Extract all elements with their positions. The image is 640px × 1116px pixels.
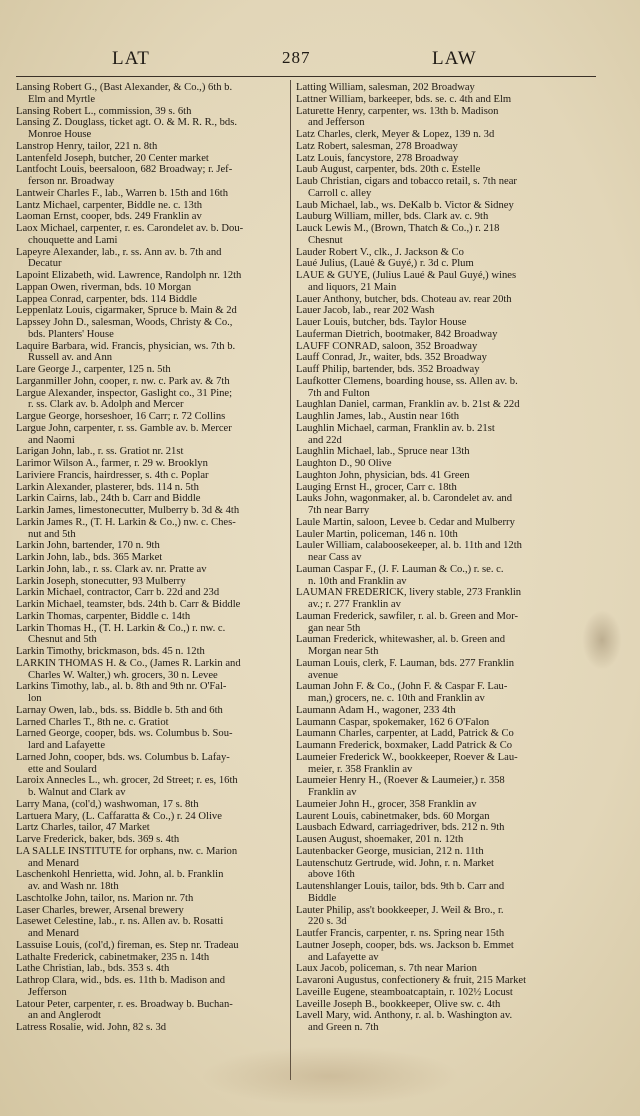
directory-entry: Larigan John, lab., r. ss. Gratiot nr. 21st — [16, 446, 184, 458]
directory-entry-continuation: Biddle — [308, 892, 337, 904]
directory-entry-continuation: gan near 5th — [308, 622, 361, 634]
header-left-word: LAT — [112, 48, 150, 69]
directory-entry: Larkin John, bartender, 170 n. 9th — [16, 540, 160, 552]
directory-entry: Laub Michael, lab., ws. DeKalb b. Victor & Sidney — [296, 199, 514, 211]
directory-entry-continuation: Decatur — [28, 258, 62, 270]
directory-entry: Laoman Ernst, cooper, bds. 249 Franklin av — [16, 211, 202, 223]
directory-entry: LAUE & GUYE, (Julius Laué & Paul Guyé,) wines — [296, 270, 517, 281]
directory-entry-continuation: an and Anglerodt — [28, 1010, 101, 1022]
directory-entry: Laturette Henry, carpenter, ws. 13th b. Madison — [296, 105, 499, 117]
directory-entry: Laveille Eugene, steamboatcaptain, r. 102½ Locust — [296, 986, 513, 998]
directory-entry: Laub August, carpenter, bds. 20th c. Estelle — [296, 164, 481, 176]
directory-entry-continuation: 7th and Fulton — [308, 387, 370, 399]
directory-entry: Larned John, cooper, bds. ws. Columbus b. Lafay- — [16, 751, 230, 763]
directory-entry: Larkin Joseph, stonecutter, 93 Mulberry — [16, 575, 186, 587]
directory-entry-continuation: lard and Lafayette — [28, 740, 106, 751]
directory-entry-continuation: and Lafayette av — [308, 951, 379, 963]
directory-entry: Lautenschutz Gertrude, wid. John, r. n. Market — [296, 857, 494, 869]
directory-entry: Laughlin Michael, carman, Franklin av. b. 21st — [296, 422, 495, 434]
directory-entry: Laub Christian, cigars and tobacco retail, s. 7th near — [296, 176, 517, 187]
directory-entry: Lansing Robert G., (Bast Alexander, & Co.,) 6th b. — [16, 82, 233, 93]
directory-entry: Larve Frederick, baker, bds. 369 s. 4th — [16, 834, 180, 845]
directory-entry: Lausbach Edward, carriagedriver, bds. 212 n. 9th — [296, 822, 505, 834]
directory-entry: LAUFF CONRAD, saloon, 352 Broadway — [296, 340, 478, 352]
header-right-word: LAW — [432, 48, 477, 69]
page-number: 287 — [282, 48, 311, 67]
directory-entry: Laumann Frederick, boxmaker, Ladd Patrick & Co — [296, 740, 513, 751]
directory-entry: Larkin Cairns, lab., 24th b. Carr and Biddle — [16, 493, 201, 505]
directory-entry: Larkin Thomas H., (T. H. Larkin & Co.,) r. nw. c. — [16, 622, 226, 634]
header-rule — [16, 76, 596, 77]
directory-entry: Lauman Caspar F., (J. F. Lauman & Co.,) r. se. c. — [296, 563, 504, 575]
directory-entry: Lauging Ernst H., grocer, Carr c. 18th — [296, 481, 457, 493]
directory-entry: Laquire Barbara, wid. Francis, physician, ws. 7th b. — [16, 340, 236, 352]
directory-entry: Lautenshlanger Louis, tailor, bds. 9th b. Carr and — [296, 881, 505, 892]
directory-entry: Laughlan Daniel, carman, Franklin av. b. 21st & 22d — [296, 399, 520, 411]
directory-entry: Lathe Christian, lab., bds. 353 s. 4th — [16, 963, 170, 975]
directory-entry: Laumeier Frederick W., bookkeeper, Roever & Lau- — [296, 751, 518, 763]
directory-entry: Laughton John, physician, bds. 41 Green — [296, 469, 470, 481]
directory-entry-continuation: av. and Wash nr. 18th — [28, 881, 119, 892]
directory-entry: Laurent Louis, cabinetmaker, bds. 60 Morgan — [296, 810, 490, 822]
directory-entry: Larkin John, lab., r. ss. Clark av. nr. Pratte av — [16, 563, 207, 575]
directory-entry: Lauer Anthony, butcher, bds. Choteau av. rear 20th — [296, 293, 512, 305]
directory-entry-continuation: near Cass av — [308, 552, 362, 563]
directory-entry: Lassuise Louis, (col'd,) fireman, es. Step nr. Tradeau — [16, 939, 239, 951]
directory-entry-continuation: and Naomi — [28, 434, 75, 446]
directory-entry: Lantz Michael, carpenter, Biddle ne. c. 13th — [16, 199, 203, 211]
directory-entry: Lavaroni Augustus, confectionery & fruit, 215 Market — [296, 975, 527, 986]
directory-entry: Leppenlatz Louis, cigarmaker, Spruce b. Main & 2d — [16, 305, 237, 317]
directory-entry: Lautner Joseph, cooper, bds. ws. Jackson b. Emmet — [296, 939, 514, 951]
directory-entry: LARKIN THOMAS H. & Co., (James R. Larkin and — [16, 657, 241, 669]
directory-entry: Lapssey John D., salesman, Woods, Christy & Co., — [16, 317, 233, 328]
directory-entry: Lapoint Elizabeth, wid. Lawrence, Randolph nr. 12th — [16, 270, 242, 281]
directory-entry-continuation: bds. Planters' House — [28, 328, 114, 340]
directory-entry: Latress Rosalie, wid. John, 82 s. 3d — [16, 1022, 167, 1033]
directory-entry: Lauman John F. & Co., (John F. & Caspar F. Lau- — [296, 681, 508, 693]
directory-entry-continuation: av.; r. 277 Franklin av — [308, 599, 401, 610]
directory-entry: Laufkotter Clemens, boarding house, ss. Allen av. b. — [296, 375, 518, 387]
directory-entry: Largue George, horseshoer, 16 Carr; r. 72 Collins — [16, 411, 226, 422]
directory-entry-continuation: Elm and Myrtle — [28, 93, 96, 105]
directory-entry: Lantenfeld Joseph, butcher, 20 Center market — [16, 152, 209, 164]
directory-entry-continuation: ette and Soulard — [28, 763, 97, 775]
directory-entry: Laumeier Henry H., (Roever & Laumeier,) r. 358 — [296, 775, 505, 787]
column-divider — [290, 80, 291, 1080]
directory-entry: Latting William, salesman, 202 Broadway — [296, 82, 475, 93]
directory-entry-continuation: Franklin av — [308, 787, 357, 798]
directory-entry: Latz Louis, fancystore, 278 Broadway — [296, 152, 459, 164]
directory-entry: Lansing Z. Douglass, ticket agt. O. & M. R. R., bds. — [16, 117, 237, 129]
directory-entry-continuation: avenue — [308, 669, 338, 681]
directory-entry: Lauburg William, miller, bds. Clark av. c. 9th — [296, 211, 489, 223]
directory-entry-continuation: r. ss. Clark av. b. Adolph and Mercer — [28, 399, 184, 411]
directory-entry: Laox Michael, carpenter, r. es. Carondelet av. b. Dou- — [16, 223, 244, 234]
directory-entry-continuation: lon — [28, 693, 42, 704]
directory-entry: Lauler William, calaboosekeeper, al. b. 11th and 12th — [296, 540, 522, 552]
directory-entry: Larkins Timothy, lab., al. b. 8th and 9th nr. O'Fal- — [16, 681, 227, 693]
directory-entry: Laumann Adam H., wagoner, 233 4th — [296, 704, 456, 716]
directory-entry: Laumeier John H., grocer, 358 Franklin av — [296, 798, 477, 810]
directory-entry: Lautfer Francis, carpenter, r. ns. Spring near 15th — [296, 928, 505, 939]
directory-entry: Larkin Michael, contractor, Carr b. 22d and 23d — [16, 587, 220, 599]
directory-entry-continuation: Charles W. Walter,) wh. grocers, 30 n. Levee — [28, 669, 218, 681]
directory-entry: Lare George J., carpenter, 125 n. 5th — [16, 364, 171, 375]
directory-entry: Largue Alexander, inspector, Gaslight co., 31 Pine; — [16, 387, 233, 399]
left-column — [16, 82, 286, 1034]
directory-entry: Laughlin Michael, lab., Spruce near 13th — [296, 446, 470, 458]
directory-entry: Larned George, cooper, bds. ws. Columbus b. Sou- — [16, 728, 233, 740]
directory-entry: Larimor Wilson A., farmer, r. 29 w. Brooklyn — [16, 458, 208, 469]
directory-entry: Lauder Robert V., clk., J. Jackson & Co — [296, 246, 464, 258]
directory-entry: Lathrop Clara, wid., bds. es. 11th b. Madison and — [16, 975, 226, 986]
directory-entry: Lartuera Mary, (L. Caffaratta & Co.,) r. 24 Olive — [16, 810, 222, 822]
directory-entry: Lauks John, wagonmaker, al. b. Carondelet av. and — [296, 493, 512, 505]
directory-entry: Lauer Louis, butcher, bds. Taylor House — [296, 317, 467, 328]
directory-entry: Laux Jacob, policeman, s. 7th near Marion — [296, 963, 477, 975]
directory-entry: Latour Peter, carpenter, r. es. Broadway b. Buchan- — [16, 998, 233, 1010]
directory-entry: Larganmiller John, cooper, r. nw. c. Park av. & 7th — [16, 375, 230, 387]
directory-entry: Laule Martin, saloon, Levee b. Cedar and Mulberry — [296, 516, 515, 528]
paper-stain — [200, 1046, 460, 1106]
directory-entry-continuation: Monroe House — [28, 129, 92, 140]
directory-entry: Laué Julius, (Lauė & Guyé,) r. 3d c. Plum — [296, 258, 474, 270]
directory-entry-continuation: man,) grocers, ne. c. 10th and Franklin av — [308, 693, 485, 704]
directory-entry: Laumann Caspar, spokemaker, 162 6 O'Falon — [296, 716, 490, 728]
directory-entry: Latz Robert, salesman, 278 Broadway — [296, 140, 458, 152]
directory-entry-continuation: ferson nr. Broadway — [28, 176, 115, 187]
directory-entry: Lantfocht Louis, beersaloon, 682 Broadway; r. Jef- — [16, 164, 233, 176]
directory-entry: Lauer Jacob, lab., rear 202 Wash — [296, 305, 435, 317]
directory-entry-continuation: 220 s. 3d — [308, 916, 347, 928]
directory-entry: Lapeyre Alexander, lab., r. ss. Ann av. b. 7th and — [16, 246, 222, 258]
directory-entry: Laser Charles, brewer, Arsenal brewery — [16, 904, 184, 916]
directory-entry: Lavell Mary, wid. Anthony, r. al. b. Washington av. — [296, 1010, 513, 1022]
directory-entry: Larned Charles T., 8th ne. c. Gratiot — [16, 716, 169, 728]
directory-entry-continuation: and Menard — [28, 928, 79, 939]
directory-entry: Lathalte Frederick, cabinetmaker, 235 n. 14th — [16, 951, 210, 963]
directory-entry: Larkin John, lab., bds. 365 Market — [16, 552, 163, 563]
directory-entry-continuation: and Menard — [28, 857, 79, 869]
directory-entry: Lauferman Dietrich, bootmaker, 842 Broadway — [296, 328, 498, 340]
directory-entry: Larkin Alexander, plasterer, bds. 114 n. 5th — [16, 481, 199, 493]
directory-entry-continuation: Chesnut and 5th — [28, 634, 97, 646]
directory-entry: Lauman Frederick, whitewasher, al. b. Green and — [296, 634, 506, 646]
directory-entry-continuation: and 22d — [308, 434, 342, 446]
directory-entry: Laughlin James, lab., Austin near 16th — [296, 411, 459, 422]
directory-entry: Lappan Owen, riverman, bds. 10 Morgan — [16, 281, 192, 293]
directory-entry: Largue John, carpenter, r. ss. Gamble av. b. Mercer — [16, 422, 232, 434]
directory-entry: Lausen August, shoemaker, 201 n. 12th — [296, 834, 464, 845]
directory-entry: Lauck Lewis M., (Brown, Thatch & Co.,) r. 218 — [296, 223, 500, 234]
directory-entry: Lansing Robert L., commission, 39 s. 6th — [16, 105, 192, 117]
directory-entry: Larkin James R., (T. H. Larkin & Co.,) nw. c. Ches- — [16, 516, 236, 528]
directory-entry-continuation: n. 10th and Franklin av — [308, 575, 407, 587]
directory-entry-continuation: and Green n. 7th — [308, 1022, 379, 1033]
directory-entry: Latz Charles, clerk, Meyer & Lopez, 139 n. 3d — [296, 129, 495, 140]
directory-entry: Lappea Conrad, carpenter, bds. 114 Biddle — [16, 293, 197, 305]
directory-entry: Lauman Louis, clerk, F. Lauman, bds. 277 Franklin — [296, 657, 515, 669]
directory-entry-continuation: b. Walnut and Clark av — [28, 787, 126, 798]
directory-entry: Laschtolke John, tailor, ns. Marion nr. 7th — [16, 892, 194, 904]
directory-entry: Laveille Joseph B., bookkeeper, Olive sw. c. 4th — [296, 998, 501, 1010]
right-column — [296, 82, 600, 1034]
directory-entry: Laumann Charles, carpenter, at Ladd, Patrick & Co — [296, 728, 514, 740]
directory-entry: Lauter Philip, ass't bookkeeper, J. Weil & Bro., r. — [296, 904, 504, 916]
directory-entry-continuation: Morgan near 5th — [308, 646, 379, 657]
directory-entry: Lanstrop Henry, tailor, 221 n. 8th — [16, 140, 158, 152]
directory-entry: Lautenbacker George, musician, 212 n. 11th — [296, 845, 484, 857]
directory-entry-continuation: chouquette and Lami — [28, 234, 118, 246]
directory-entry: Lauff Conrad, Jr., waiter, bds. 352 Broadway — [296, 352, 487, 364]
directory-entry-continuation: Russell av. and Ann — [28, 352, 113, 364]
directory-entry: Lauman Frederick, sawfiler, r. al. b. Green and Mor- — [296, 610, 519, 622]
directory-entry-continuation: nut and 5th — [28, 528, 76, 540]
directory-entry-continuation: and liquors, 21 Main — [308, 281, 397, 293]
directory-entry: Larkin Timothy, brickmason, bds. 45 n. 12th — [16, 646, 205, 657]
directory-entry-continuation: above 16th — [308, 869, 355, 881]
directory-entry: Lantweir Charles F., lab., Warren b. 15th and 16th — [16, 187, 228, 199]
directory-entry-continuation: and Jefferson — [308, 117, 365, 129]
directory-entry: Laroix Annecles L., wh. grocer, 2d Street; r. es, 16th — [16, 775, 238, 787]
directory-entry: Laschenkohl Henrietta, wid. John, al. b. Franklin — [16, 869, 224, 881]
directory-entry: Larry Mana, (col'd,) washwoman, 17 s. 8th — [16, 798, 199, 810]
directory-entry: Lariviere Francis, hairdresser, s. 4th c. Poplar — [16, 469, 209, 481]
directory-entry: Larkin James, limestonecutter, Mulberry b. 3d & 4th — [16, 505, 240, 516]
directory-entry: Larkin Thomas, carpenter, Biddle c. 14th — [16, 610, 191, 622]
directory-entry-continuation: Carroll c. alley — [308, 187, 372, 199]
directory-entry: LAUMAN FREDERICK, livery stable, 273 Franklin — [296, 587, 522, 599]
directory-entry-continuation: 7th near Barry — [308, 505, 370, 516]
directory-entry: Lattner William, barkeeper, bds. se. c. 4th and Elm — [296, 93, 512, 105]
directory-entry: Larkin Michael, teamster, bds. 24th b. Carr & Biddle — [16, 599, 241, 610]
directory-entry: LA SALLE INSTITUTE for orphans, nw. c. Marion — [16, 845, 238, 857]
directory-entry: Lasewet Celestine, lab., r. ns. Allen av. b. Rosatti — [16, 916, 224, 928]
directory-entry: Lauff Philip, bartender, bds. 352 Broadway — [296, 364, 480, 375]
paper-stain — [582, 610, 622, 670]
directory-entry-continuation: Jefferson — [28, 986, 67, 998]
directory-entry: Lartz Charles, tailor, 47 Market — [16, 822, 150, 834]
directory-entry-continuation: meier, r. 358 Franklin av — [308, 763, 413, 775]
directory-entry: Lauler Martin, policeman, 146 n. 10th — [296, 528, 458, 540]
directory-entry-continuation: Chesnut — [308, 234, 343, 246]
directory-entry: Laughton D., 90 Olive — [296, 458, 392, 469]
directory-entry: Larnay Owen, lab., bds. ss. Biddle b. 5th and 6th — [16, 704, 223, 716]
running-header — [0, 44, 640, 74]
